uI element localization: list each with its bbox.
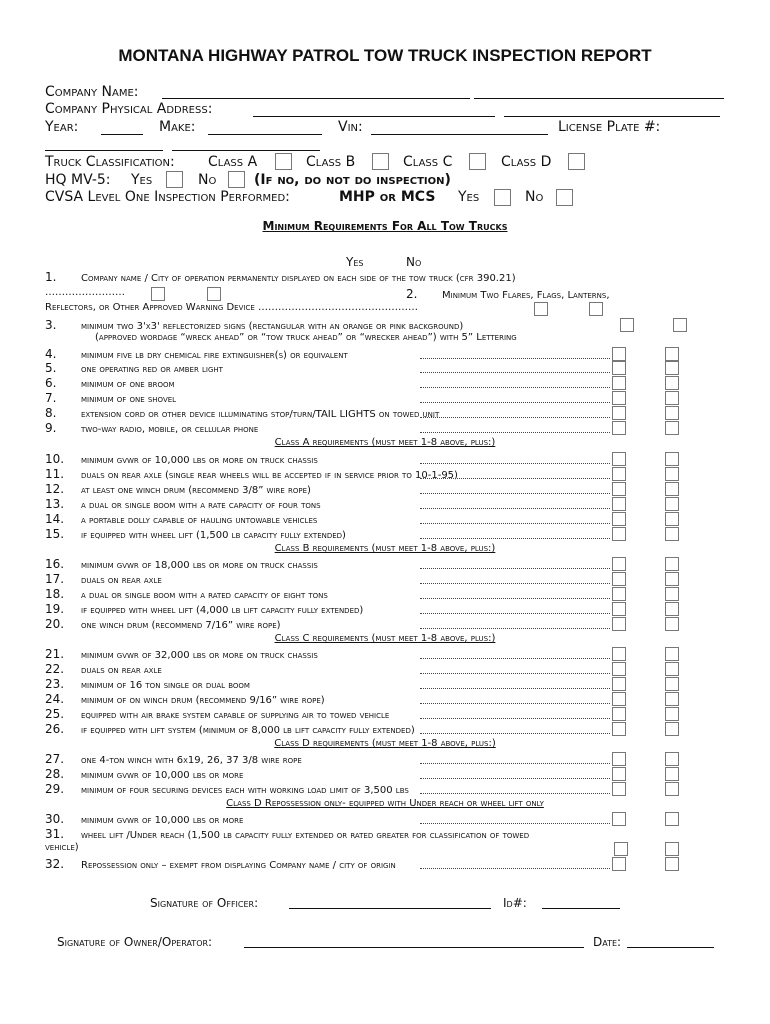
requirement-text: a portable dolly capable of hauling untowable vehicles bbox=[81, 515, 318, 526]
requirement-number: 7. bbox=[45, 391, 57, 405]
requirement-text: minimum gvwr of 10,000 lbs or more bbox=[81, 815, 244, 826]
no-checkbox[interactable] bbox=[665, 527, 679, 541]
requirement-text: duals on rear axle bbox=[81, 575, 162, 586]
license-plate-field[interactable] bbox=[45, 150, 163, 151]
requirement-row bbox=[45, 722, 415, 736]
company-name-field[interactable] bbox=[162, 98, 470, 99]
cvsa-no-label: No bbox=[525, 189, 544, 205]
requirement-row bbox=[45, 647, 318, 661]
hq-warning-note: (If no, do not do inspection) bbox=[254, 172, 451, 188]
make-label: Make: bbox=[159, 119, 196, 135]
requirement-number: 20. bbox=[45, 617, 65, 631]
section-title: Minimum Requirements For All Tow Trucks bbox=[262, 219, 508, 233]
hq-yes-checkbox[interactable] bbox=[166, 171, 183, 188]
yes-checkbox[interactable] bbox=[612, 662, 626, 676]
requirement-text: minimum of four securing devices each with working load limit of 3,500 lbs bbox=[81, 785, 409, 796]
requirement-number: 17. bbox=[45, 572, 65, 586]
no-checkbox[interactable] bbox=[665, 572, 679, 586]
requirement-row bbox=[45, 421, 258, 435]
requirement-number: 26. bbox=[45, 722, 65, 736]
yes-checkbox[interactable] bbox=[612, 452, 626, 466]
requirement-text: equipped with air brake system capable of supplying air to towed vehicle bbox=[81, 710, 390, 721]
yes-checkbox[interactable] bbox=[612, 376, 626, 390]
requirement-text: a dual or single boom with a rate capacity of four tons bbox=[81, 500, 321, 511]
yes-checkbox[interactable] bbox=[620, 318, 634, 332]
requirement-number: 30. bbox=[45, 812, 65, 826]
no-checkbox[interactable] bbox=[665, 467, 679, 481]
yes-checkbox[interactable] bbox=[534, 302, 548, 316]
leader-line bbox=[420, 568, 610, 569]
no-checkbox[interactable] bbox=[665, 452, 679, 466]
date-field[interactable] bbox=[627, 947, 714, 948]
requirement-text: (approved wordage “wreck ahead” or “tow truck ahead” or “wrecker ahead”) with 5” Lettering bbox=[95, 332, 517, 343]
make-field[interactable] bbox=[208, 134, 322, 135]
requirement-row bbox=[45, 557, 318, 571]
requirement-number: 13. bbox=[45, 497, 65, 511]
no-checkbox[interactable] bbox=[665, 406, 679, 420]
requirement-number: 27. bbox=[45, 752, 65, 766]
requirement-row bbox=[45, 361, 223, 375]
requirement-number: 31. bbox=[45, 827, 65, 841]
leader-line bbox=[420, 508, 610, 509]
no-checkbox[interactable] bbox=[665, 707, 679, 721]
leader-line bbox=[420, 613, 610, 614]
requirement-text: duals on rear axle (single rear wheels will be accepted if in service prior to 10-1-95) bbox=[81, 470, 458, 481]
yes-checkbox[interactable] bbox=[612, 482, 626, 496]
leader-line bbox=[420, 628, 610, 629]
requirement-text: minimum gvwr of 10,000 lbs or more bbox=[81, 770, 244, 781]
requirement-row bbox=[45, 857, 396, 871]
yes-checkbox[interactable] bbox=[612, 707, 626, 721]
no-checkbox[interactable] bbox=[665, 722, 679, 736]
requirement-row bbox=[45, 467, 458, 481]
requirement-number: 8. bbox=[45, 406, 57, 420]
yes-checkbox[interactable] bbox=[612, 857, 626, 871]
no-checkbox[interactable] bbox=[665, 361, 679, 375]
requirement-number: 6. bbox=[45, 376, 57, 390]
cvsa-yes-checkbox[interactable] bbox=[494, 189, 511, 206]
class-c-label: Class C bbox=[403, 154, 453, 170]
cvsa-yes-label: Yes bbox=[458, 189, 480, 205]
leader-line bbox=[420, 673, 610, 674]
requirement-text: minimum gvwr of 18,000 lbs or more on truck chassis bbox=[81, 560, 318, 571]
requirement-number: 4. bbox=[45, 347, 57, 361]
yes-checkbox[interactable] bbox=[612, 812, 626, 826]
no-checkbox[interactable] bbox=[673, 318, 687, 332]
yes-checkbox[interactable] bbox=[151, 287, 165, 301]
yes-checkbox[interactable] bbox=[612, 752, 626, 766]
leader-line bbox=[420, 703, 610, 704]
requirement-text: …………………… bbox=[45, 287, 125, 298]
leader-line bbox=[420, 463, 610, 464]
requirement-row bbox=[45, 391, 176, 405]
leader-line bbox=[420, 432, 610, 433]
requirement-text: minimum of one shovel bbox=[81, 394, 177, 405]
company-name-label: Company Name: bbox=[45, 84, 139, 100]
no-checkbox[interactable] bbox=[665, 602, 679, 616]
requirement-number: 22. bbox=[45, 662, 65, 676]
class-a-label: Class A bbox=[208, 154, 258, 170]
yes-checkbox[interactable] bbox=[612, 527, 626, 541]
requirement-row bbox=[45, 812, 243, 826]
requirement-text: minimum gvwr of 32,000 lbs or more on truck chassis bbox=[81, 650, 318, 661]
requirement-row bbox=[45, 302, 418, 313]
yes-checkbox[interactable] bbox=[612, 602, 626, 616]
no-checkbox[interactable] bbox=[665, 482, 679, 496]
requirement-row bbox=[95, 332, 517, 343]
leader-line bbox=[420, 523, 610, 524]
requirement-number: 18. bbox=[45, 587, 65, 601]
requirement-row bbox=[45, 692, 325, 706]
requirement-row bbox=[45, 782, 409, 796]
leader-line bbox=[420, 793, 610, 794]
yes-checkbox[interactable] bbox=[612, 512, 626, 526]
requirement-number: 1. bbox=[45, 270, 57, 284]
signature-officer-label: Signature of Officer: bbox=[150, 896, 259, 910]
requirement-row bbox=[45, 617, 281, 631]
requirement-text: Minimum Two Flares, Flags, Lanterns, bbox=[442, 290, 610, 301]
class-subheading: Class D requirements (must meet 1-8 above, plus:) bbox=[274, 738, 496, 749]
requirement-number: 14. bbox=[45, 512, 65, 526]
leader-line bbox=[420, 598, 610, 599]
requirement-text: Reflectors, or Other Approved Warning Device ………………………………………… bbox=[45, 302, 418, 313]
mhp-mcs-label: MHP or MCS bbox=[339, 189, 436, 205]
yes-checkbox[interactable] bbox=[612, 617, 626, 631]
id-label: Id#: bbox=[503, 896, 527, 910]
yes-checkbox[interactable] bbox=[612, 497, 626, 511]
leader-line bbox=[420, 868, 610, 869]
date-label: Date: bbox=[593, 935, 622, 949]
no-checkbox[interactable] bbox=[665, 767, 679, 781]
no-checkbox[interactable] bbox=[665, 347, 679, 361]
yes-checkbox[interactable] bbox=[612, 767, 626, 781]
requirement-text: minimum of 16 ton single or dual boom bbox=[81, 680, 250, 691]
requirement-text: at least one winch drum (recommend 3/8” wire rope) bbox=[81, 485, 311, 496]
requirement-row bbox=[45, 602, 363, 616]
cvsa-no-checkbox[interactable] bbox=[556, 189, 573, 206]
year-field[interactable] bbox=[101, 134, 143, 135]
leader-line bbox=[420, 718, 610, 719]
no-checkbox[interactable] bbox=[665, 782, 679, 796]
yes-checkbox[interactable] bbox=[612, 467, 626, 481]
vin-label: Vin: bbox=[338, 119, 363, 135]
leader-line bbox=[420, 493, 610, 494]
requirement-row bbox=[45, 376, 175, 390]
yes-checkbox[interactable] bbox=[612, 647, 626, 661]
page-title: MONTANA HIGHWAY PATROL TOW TRUCK INSPECTION REPORT bbox=[118, 46, 652, 65]
requirement-number: 28. bbox=[45, 767, 65, 781]
company-address-field[interactable] bbox=[253, 116, 495, 117]
requirement-text: minimum of on winch drum (recommend 9/16” wire rope) bbox=[81, 695, 325, 706]
signature-owner-field[interactable] bbox=[244, 947, 584, 948]
requirement-row bbox=[406, 287, 610, 301]
no-checkbox[interactable] bbox=[665, 376, 679, 390]
requirement-number: 21. bbox=[45, 647, 65, 661]
requirement-text: Company name / City of operation permanently displayed on each side of the tow truck (cfr 390.21) bbox=[81, 273, 516, 284]
requirement-row bbox=[45, 767, 243, 781]
hq-yes-label: Yes bbox=[131, 172, 153, 188]
leader-line bbox=[420, 688, 610, 689]
requirement-number: 11. bbox=[45, 467, 65, 481]
no-checkbox[interactable] bbox=[665, 647, 679, 661]
leader-line bbox=[420, 372, 610, 373]
requirement-number: 15. bbox=[45, 527, 65, 541]
requirement-number: 12. bbox=[45, 482, 65, 496]
no-checkbox[interactable] bbox=[665, 857, 679, 871]
leader-line bbox=[420, 358, 610, 359]
no-checkbox[interactable] bbox=[665, 662, 679, 676]
class-b-checkbox[interactable] bbox=[372, 153, 389, 170]
yes-checkbox[interactable] bbox=[612, 572, 626, 586]
signature-officer-field[interactable] bbox=[289, 908, 491, 909]
requirement-text: vehicle) bbox=[45, 842, 79, 853]
no-checkbox[interactable] bbox=[665, 587, 679, 601]
hq-no-checkbox[interactable] bbox=[228, 171, 245, 188]
requirement-number: 23. bbox=[45, 677, 65, 691]
requirement-number: 32. bbox=[45, 857, 65, 871]
requirement-row bbox=[45, 512, 317, 526]
leader-line bbox=[420, 478, 610, 479]
class-d-checkbox[interactable] bbox=[568, 153, 585, 170]
class-c-checkbox[interactable] bbox=[469, 153, 486, 170]
yes-checkbox[interactable] bbox=[612, 557, 626, 571]
yes-checkbox[interactable] bbox=[612, 587, 626, 601]
cvsa-label: CVSA Level One Inspection Performed: bbox=[45, 189, 290, 205]
class-subheading: Class D Repossession only- equipped with Under reach or wheel lift only bbox=[226, 798, 544, 809]
requirement-row bbox=[45, 482, 311, 496]
requirement-text: wheel lift /Under reach (1,500 lb capacity fully extended or rated greater for classification of towed bbox=[81, 830, 530, 841]
yes-checkbox[interactable] bbox=[612, 692, 626, 706]
license-plate-label: License Plate #: bbox=[558, 119, 661, 135]
no-checkbox[interactable] bbox=[207, 287, 221, 301]
no-checkbox[interactable] bbox=[665, 391, 679, 405]
requirement-text: minimum gvwr of 10,000 lbs or more on truck chassis bbox=[81, 455, 318, 466]
leader-line bbox=[420, 733, 610, 734]
class-d-label: Class D bbox=[501, 154, 552, 170]
requirement-text: a dual or single boom with a rated capacity of eight tons bbox=[81, 590, 328, 601]
no-checkbox[interactable] bbox=[665, 842, 679, 856]
class-subheading: Class C requirements (must meet 1-8 above, plus:) bbox=[274, 633, 496, 644]
requirement-number: 2. bbox=[406, 287, 418, 301]
requirement-text: if equipped with wheel lift (1,500 lb capacity fully extended) bbox=[81, 530, 346, 541]
no-checkbox[interactable] bbox=[665, 617, 679, 631]
company-address-label: Company Physical Address: bbox=[45, 101, 213, 117]
yes-checkbox[interactable] bbox=[612, 406, 626, 420]
requirement-text: if equipped with lift system (minimum of 8,000 lb lift capacity fully extended) bbox=[81, 725, 415, 736]
requirement-row bbox=[45, 318, 463, 332]
requirement-number: 29. bbox=[45, 782, 65, 796]
requirement-row bbox=[45, 347, 348, 361]
requirement-row bbox=[45, 452, 318, 466]
class-a-checkbox[interactable] bbox=[275, 153, 292, 170]
id-field[interactable] bbox=[542, 908, 620, 909]
requirement-row bbox=[45, 662, 162, 676]
no-checkbox[interactable] bbox=[589, 302, 603, 316]
yes-checkbox[interactable] bbox=[612, 391, 626, 405]
requirement-number: 19. bbox=[45, 602, 65, 616]
requirement-text: Repossession only – exempt from displaying Company name / city of origin bbox=[81, 860, 396, 871]
requirement-row bbox=[45, 827, 529, 841]
no-checkbox[interactable] bbox=[665, 497, 679, 511]
col-yes-header: Yes bbox=[346, 255, 364, 269]
requirement-row bbox=[45, 287, 125, 298]
truck-class-label: Truck Classification: bbox=[45, 154, 175, 170]
company-address-field-2[interactable] bbox=[504, 116, 720, 117]
requirement-row bbox=[45, 527, 346, 541]
leader-line bbox=[420, 778, 610, 779]
requirement-row bbox=[45, 752, 302, 766]
requirement-number: 10. bbox=[45, 452, 65, 466]
no-checkbox[interactable] bbox=[665, 692, 679, 706]
requirement-number: 25. bbox=[45, 707, 65, 721]
yes-checkbox[interactable] bbox=[612, 347, 626, 361]
year-label: Year: bbox=[45, 119, 79, 135]
leader-line bbox=[420, 387, 610, 388]
requirement-row bbox=[45, 497, 321, 511]
requirement-number: 3. bbox=[45, 318, 57, 332]
requirement-row bbox=[45, 842, 79, 853]
no-checkbox[interactable] bbox=[665, 557, 679, 571]
leader-line bbox=[420, 763, 610, 764]
requirement-text: one 4-ton winch with 6x19, 26, 37 3/8 wire rope bbox=[81, 755, 302, 766]
requirement-text: duals on rear axle bbox=[81, 665, 162, 676]
leader-line bbox=[420, 658, 610, 659]
yes-checkbox[interactable] bbox=[612, 677, 626, 691]
hq-mv5-label: HQ MV-5: bbox=[45, 172, 111, 188]
leader-line bbox=[420, 583, 610, 584]
requirement-number: 9. bbox=[45, 421, 57, 435]
requirement-text: two-way radio, mobile, or cellular phone bbox=[81, 424, 259, 435]
no-checkbox[interactable] bbox=[665, 512, 679, 526]
leader-line bbox=[420, 538, 610, 539]
yes-checkbox[interactable] bbox=[612, 782, 626, 796]
no-checkbox[interactable] bbox=[665, 421, 679, 435]
col-no-header: No bbox=[406, 255, 422, 269]
requirement-number: 16. bbox=[45, 557, 65, 571]
vin-field[interactable] bbox=[371, 134, 548, 135]
requirement-text: minimum of one broom bbox=[81, 379, 175, 390]
requirement-row bbox=[45, 406, 439, 420]
no-checkbox[interactable] bbox=[665, 812, 679, 826]
signature-owner-label: Signature of Owner/Operator: bbox=[57, 935, 213, 949]
requirement-text: minimum two 3'x3' reflectorized signs (rectangular with an orange or pink background) bbox=[81, 321, 464, 332]
class-b-label: Class B bbox=[306, 154, 356, 170]
requirement-number: 5. bbox=[45, 361, 57, 375]
company-name-field-2[interactable] bbox=[474, 98, 724, 99]
leader-line bbox=[420, 402, 610, 403]
no-checkbox[interactable] bbox=[665, 677, 679, 691]
no-checkbox[interactable] bbox=[665, 752, 679, 766]
requirement-text: minimum five lb dry chemical fire extinguisher(s) or equivalent bbox=[81, 350, 348, 361]
leader-line bbox=[420, 823, 610, 824]
class-subheading: Class A requirements (must meet 1-8 above, plus:) bbox=[274, 437, 496, 448]
requirement-text: extension cord or other device illuminating stop/turn/TAIL LIGHTS on towed unit bbox=[81, 409, 440, 420]
requirement-text: one winch drum (recommend 7/16” wire rope) bbox=[81, 620, 281, 631]
requirement-number: 24. bbox=[45, 692, 65, 706]
requirement-row bbox=[45, 677, 250, 691]
requirement-row bbox=[45, 707, 389, 721]
requirement-row bbox=[45, 587, 328, 601]
license-plate-field-2[interactable] bbox=[172, 150, 320, 151]
hq-no-label: No bbox=[198, 172, 217, 188]
yes-checkbox[interactable] bbox=[614, 842, 628, 856]
requirement-text: one operating red or amber light bbox=[81, 364, 223, 375]
yes-checkbox[interactable] bbox=[612, 361, 626, 375]
requirement-row bbox=[45, 270, 516, 284]
yes-checkbox[interactable] bbox=[612, 421, 626, 435]
class-subheading: Class B requirements (must meet 1-8 above, plus:) bbox=[274, 543, 496, 554]
leader-line bbox=[420, 417, 610, 418]
requirement-row bbox=[45, 572, 162, 586]
yes-checkbox[interactable] bbox=[612, 722, 626, 736]
requirement-text: if equipped with wheel lift (4,000 lb lift capacity fully extended) bbox=[81, 605, 364, 616]
